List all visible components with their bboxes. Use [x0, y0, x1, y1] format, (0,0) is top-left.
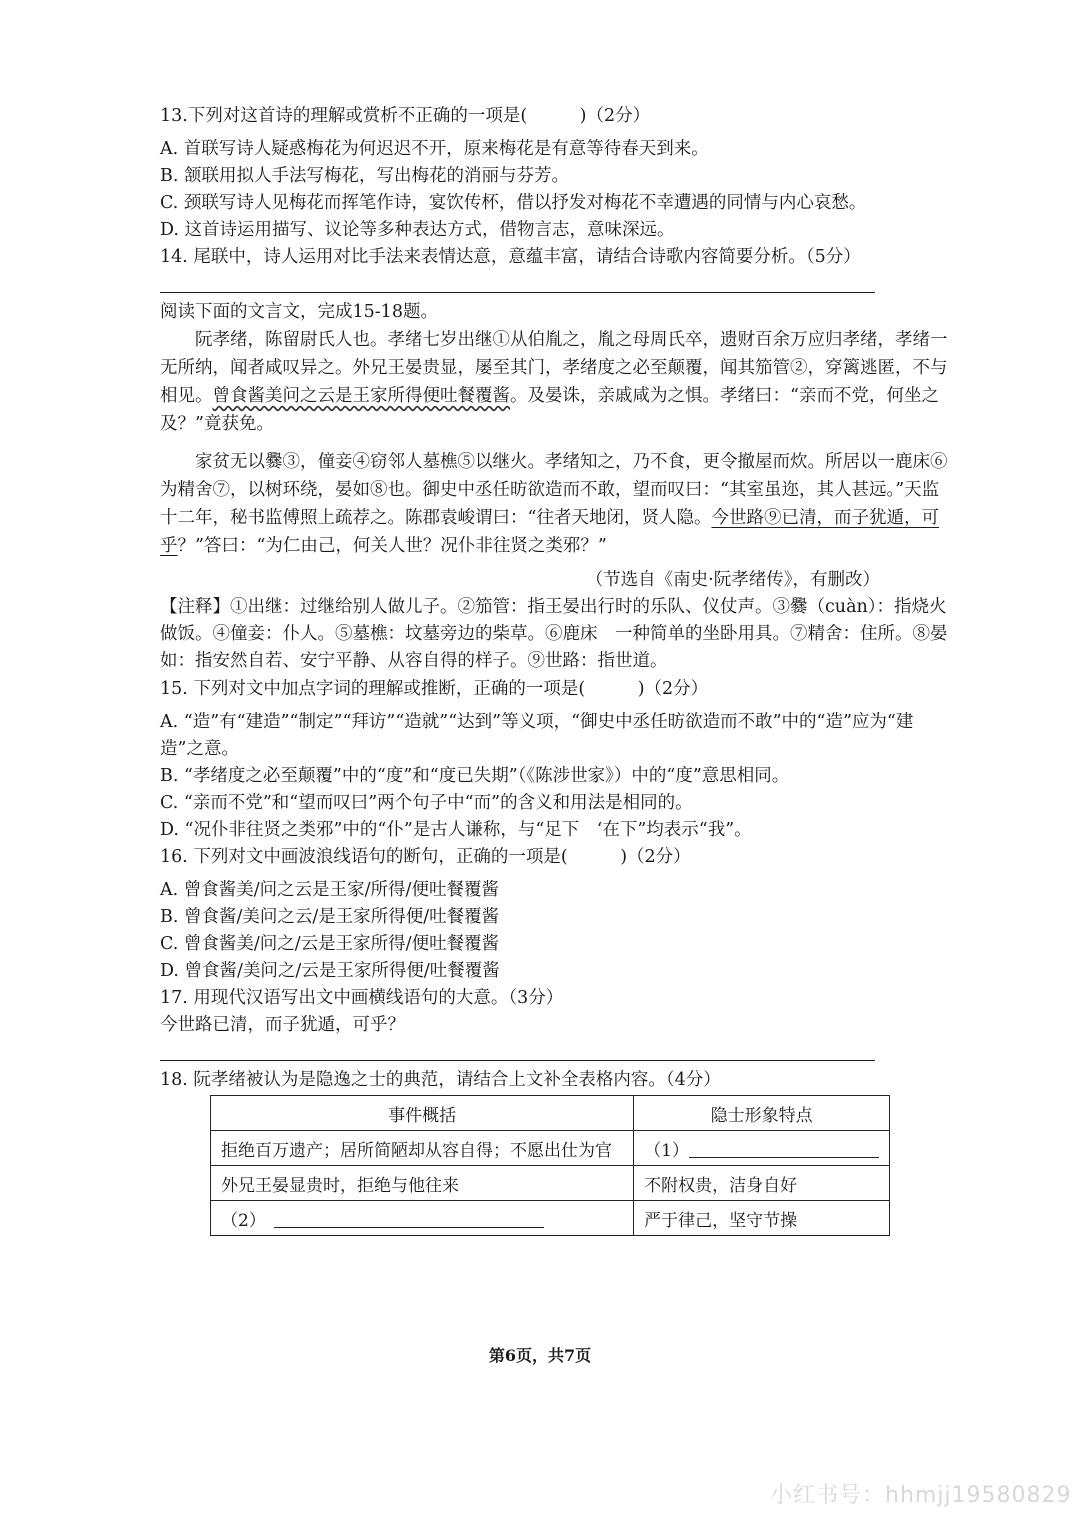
table-header-row [211, 1096, 890, 1131]
wavy-underlined-sentence: 曾食酱美问之云是王家所得便吐餐覆酱 [212, 386, 510, 406]
row1-event: 拒绝百万遗产；居所简陋却从容自得；不愿出仕为官 [211, 1131, 634, 1166]
q13-option-b: B. 颔联用拟人手法写梅花，写出梅花的消丽与芬芳。 [160, 166, 569, 186]
answer-blank-1[interactable] [689, 1139, 879, 1158]
page-number: 第6页，共7页 [488, 1346, 592, 1365]
row2-trait: 不附权贵，洁身自好 [634, 1166, 890, 1201]
q16-option-b: B. 曾食酱/美问之云/是王家所得便/吐餐覆酱 [160, 907, 500, 927]
hermit-summary-table [210, 1095, 890, 1236]
passage-paragraph-1 [160, 326, 950, 438]
p1-text-a: 阮孝绪，陈留尉氏人也。孝绪七岁出继①从伯胤之，胤之母周氏卒，遗财百余万应归孝绪，孝绪一无所纳，闻者咸叹异之。外兄王晏贵显，屡至其门，孝绪度之必至颠覆，闻其笳管②，穿篱逃匿，不与相见。 [160, 330, 948, 406]
q15-option-c: C. “亲而不党”和“望而叹曰”两个句子中“而”的含义和用法是相同的。 [160, 793, 693, 813]
q13-option-c: C. 颈联写诗人见梅花而挥笔作诗，宴饮传杯，借以抒发对梅花不幸遭遇的同情与内心哀愁。 [160, 193, 867, 213]
q16-option-a: A. 曾食酱美/问之云是王家/所得/便吐餐覆酱 [160, 880, 499, 900]
passage-notes: 【注释】①出继：过继给别人做儿子。②笳管：指王晏出行时的乐队、仪仗声。③爨（cuàn）：指烧火做饭。④僮妾：仆人。⑤墓樵：坟墓旁边的柴草。⑥鹿床 一种简单的坐卧用具。⑦精舍：住所。⑧晏如：指安然自若、安宁平静、从容自得的样子。⑨世路：指世道。 [160, 597, 948, 671]
q16-stem: 16. 下列对文中画波浪线语句的断句，正确的一项是( )（2分） [160, 847, 691, 867]
q13-option-d: D. 这首诗运用描写、议论等多种表达方式，借物言志，意味深远。 [160, 220, 675, 240]
passage-paragraph-2 [160, 448, 950, 560]
header-trait: 隐士形象特点 [634, 1096, 890, 1131]
row3-event: （2） [221, 1210, 266, 1231]
q14-stem: 14. 尾联中，诗人运用对比手法来表情达意，意蕴丰富，请结合诗歌内容简要分析。（5分） [160, 247, 861, 267]
row1-trait-cell [634, 1131, 890, 1166]
watermark: 小红书号：hhmjj19580829 [770, 1483, 1072, 1508]
q16-option-d: D. 曾食酱/美问之/云是王家所得便/吐餐覆酱 [160, 961, 500, 981]
row3-event-cell [211, 1201, 634, 1236]
answer-blank-2[interactable] [274, 1209, 544, 1228]
q17-sentence: 今世路已清，而子犹遁，可乎？ [160, 1015, 405, 1035]
table-row [211, 1131, 890, 1166]
q15-option-a: A. “造”有“建造”“制定”“拜访”“造就”“达到”等义项，“御史中丞任昉欲造而不敢”中的“造”应为“建造”之意。 [160, 712, 914, 759]
row2-event: 外兄王晏显贵时，拒绝与他往来 [211, 1166, 634, 1201]
passage-source: （节选自《南史·阮孝绪传》，有删改） [585, 570, 880, 590]
table-row [211, 1201, 890, 1236]
q15-option-b: B. “孝绪度之必至颠覆”中的“度”和“度已失期”（《陈涉世家》）中的“度”意思相同。 [160, 766, 790, 786]
p2-text-a: 家贫无以爨③，僮妾④窃邻人墓樵⑤以继火。孝绪知之，乃不食，更令撤屋而炊。所居以一鹿床⑥为精舍⑦，以树环绕，晏如⑧也。御史中丞任昉欲造而不敢，望而叹曰：“其室虽迩，其人甚远。”天监十二年，秘书监傅照上疏荐之。陈郡袁峻谓曰：“往者天地闭，贤人隐。 [160, 452, 948, 528]
p1-text-b: 。及晏诛，亲戚咸为之惧。孝绪曰：“亲而不党，何坐之及？”竟获免。 [160, 386, 939, 434]
row3-trait: 严于律己，坚守节操 [634, 1201, 890, 1236]
q17-stem: 17. 用现代汉语写出文中画横线语句的大意。（3分） [160, 988, 564, 1008]
table-row [211, 1166, 890, 1201]
p2-text-b: ？”答曰：“为仁由己，何关人世？况仆非往贤之类邪？” [177, 536, 607, 556]
row1-trait: （1） [644, 1140, 689, 1161]
header-event: 事件概括 [211, 1096, 634, 1131]
q18-stem: 18. 阮孝绪被认为是隐逸之士的典范，请结合上文补全表格内容。（4分） [160, 1070, 721, 1090]
q15-stem: 15. 下列对文中加点字词的理解或推断，正确的一项是( )（2分） [160, 679, 709, 699]
q16-option-c: C. 曾食酱美/问之/云是王家所得/便吐餐覆酱 [160, 934, 500, 954]
straight-underlined-sentence: 今世路⑨已清，而子犹遁，可乎 [160, 508, 939, 556]
q15-option-d: D. “况仆非往贤之类邪”中的“仆”是古人谦称，与“足下 ‘在下”均表示“我”。 [160, 820, 752, 840]
answer-line-q17 [160, 1060, 875, 1061]
q13-option-a: A. 首联写诗人疑惑梅花为何迟迟不开，原来梅花是有意等待春天到来。 [160, 139, 709, 159]
passage-intro: 阅读下面的文言文，完成15-18题。 [160, 302, 438, 322]
answer-line-q14 [160, 292, 875, 293]
q13-stem: 13.下列对这首诗的理解或赏析不正确的一项是( )（2分） [160, 106, 651, 126]
